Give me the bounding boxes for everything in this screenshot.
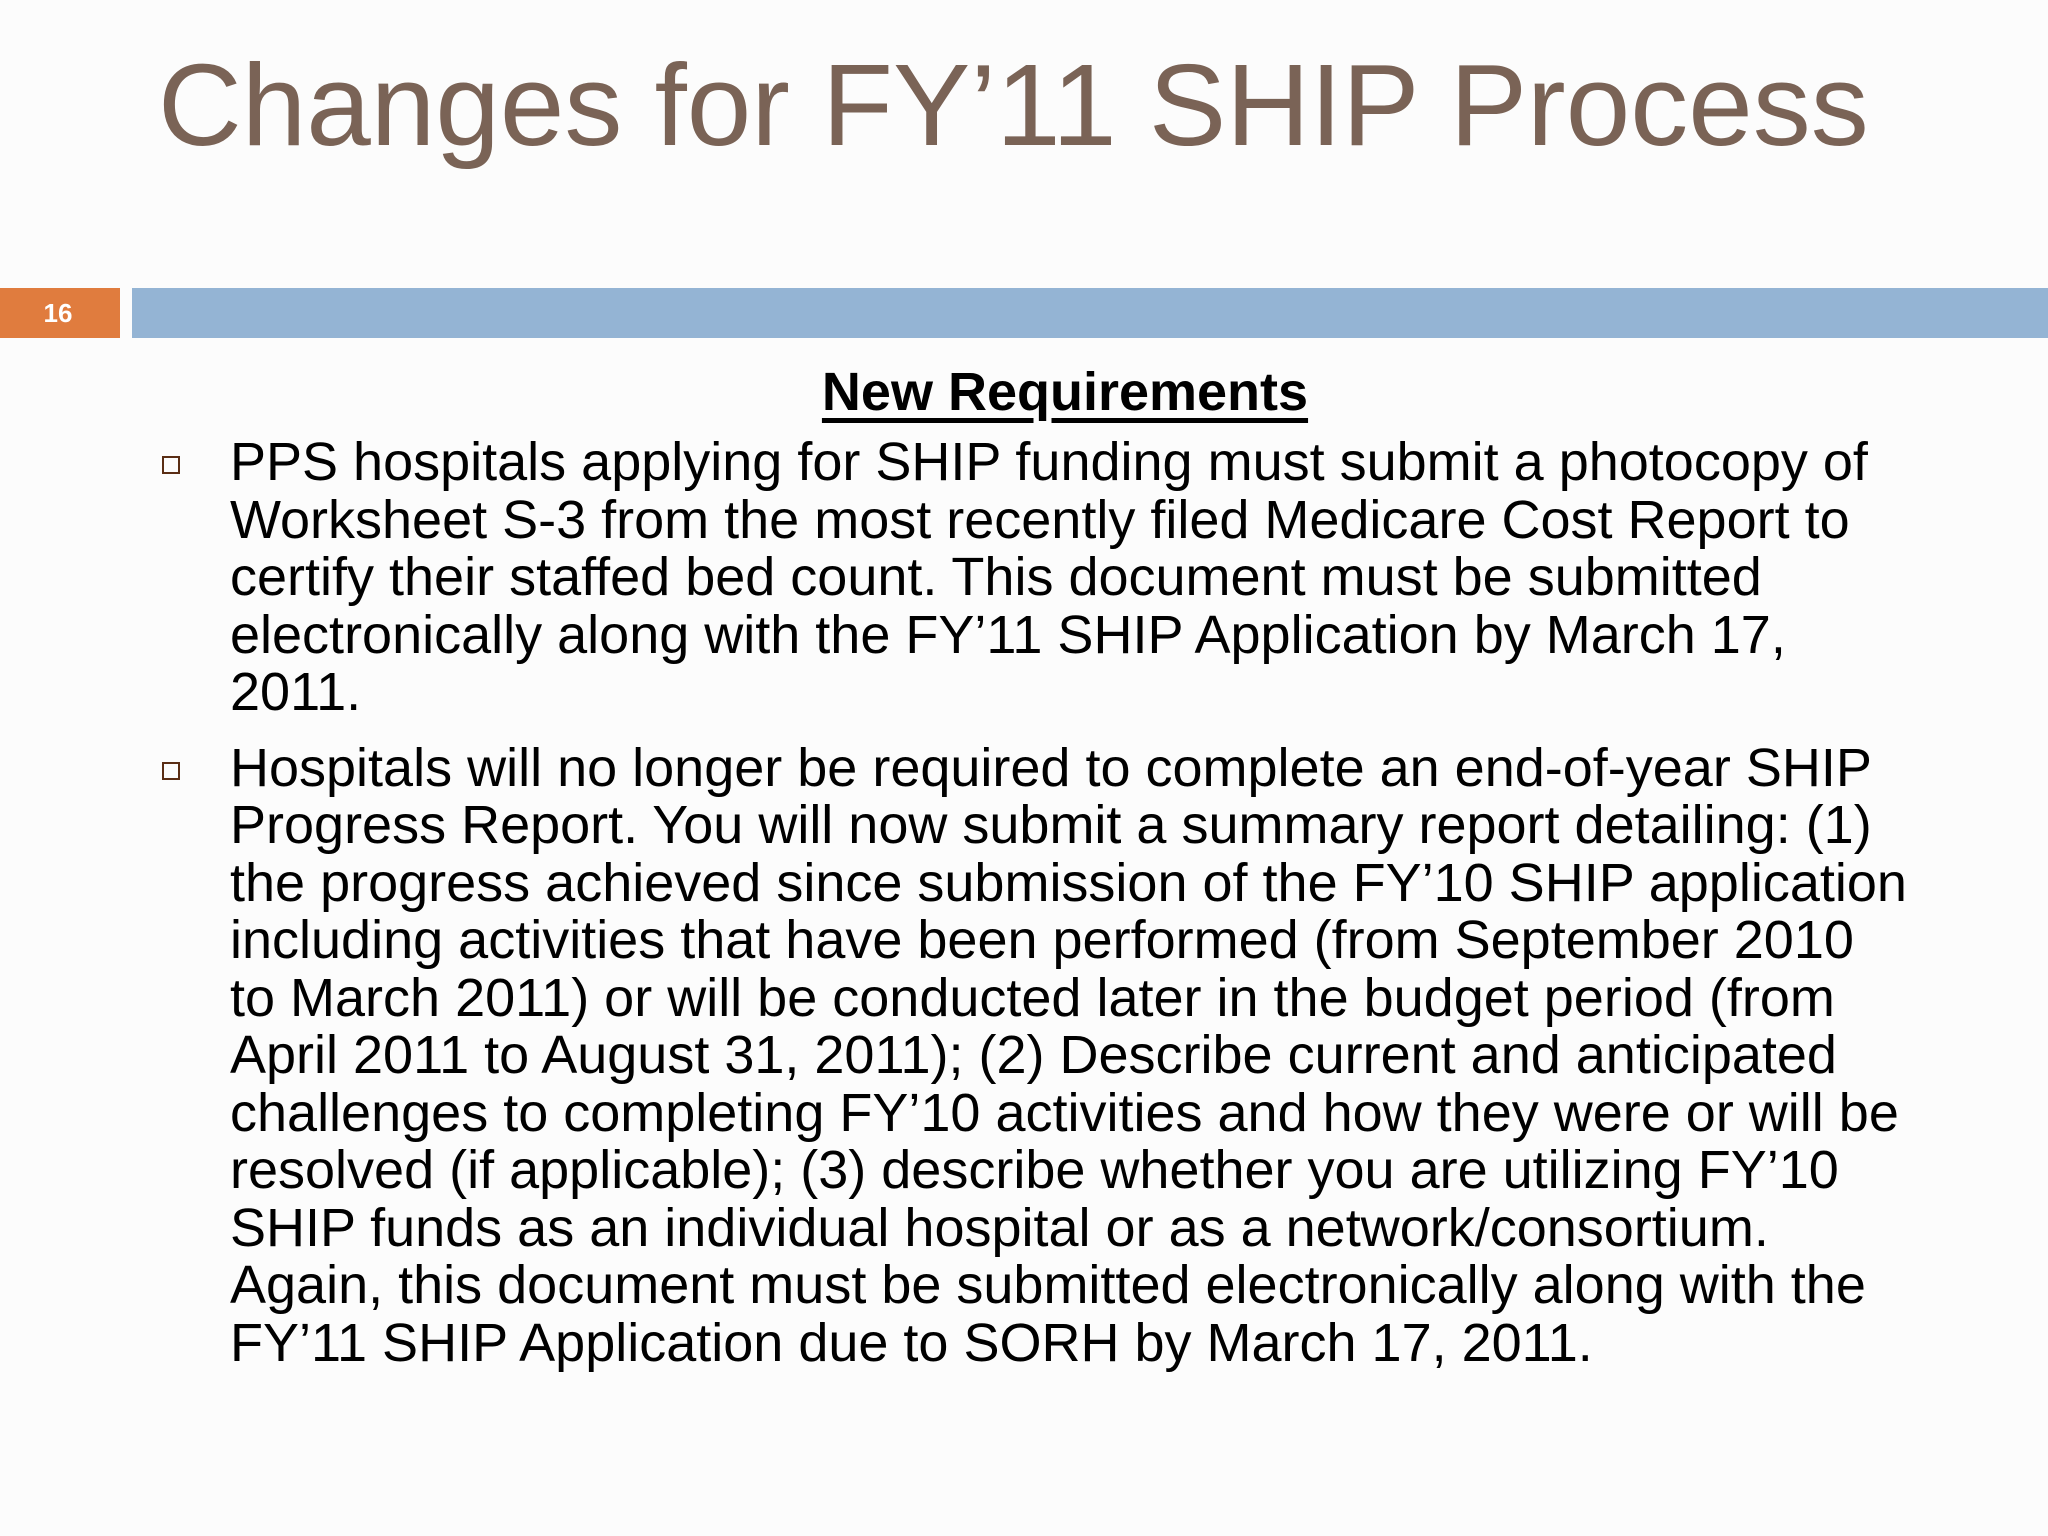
slide-number-badge xyxy=(0,288,120,338)
header-divider-bar xyxy=(132,288,2048,338)
bullet-text: PPS hospitals applying for SHIP funding must submit a photocopy of Worksheet S-3 from the most recently filed Medicare Cost Report to certify their staffed bed count. This document must be submitted electronically along with the FY’11 SHIP Application by March 17, 2011. xyxy=(230,432,1868,722)
bullet-list xyxy=(150,434,1910,1372)
slide-number: 16 xyxy=(43,297,73,328)
section-heading: New Requirements xyxy=(821,362,1309,422)
bullet-item xyxy=(150,434,1910,722)
hollow-square-bullet-icon xyxy=(162,762,180,780)
slide-title: Changes for FY’11 SHIP Process xyxy=(158,40,1869,170)
hollow-square-bullet-icon xyxy=(162,456,180,474)
slide-content xyxy=(150,356,1910,1390)
bullet-text: Hospitals will no longer be required to complete an end-of-year SHIP Progress Report. You will now submit a summary report detailing: (1) the progress achieved since submission of the FY’10 SHIP application including activities that have been performed (from September 2010 to March 2011) or will be conducted later in the budget period (from April 2011 to August 31, 2011); (2) Describe current and anticipated challenges to completing FY’10 activities and how they were or will be resolved (if applicable); (3) describe whether you are utilizing FY’10 SHIP funds as an individual hospital or as a network/consortium. Again, this document must be submitted electronically along with the FY’11 SHIP Application due to SORH by March 17, 2011. xyxy=(230,737,1907,1373)
bullet-item xyxy=(150,737,1910,1373)
